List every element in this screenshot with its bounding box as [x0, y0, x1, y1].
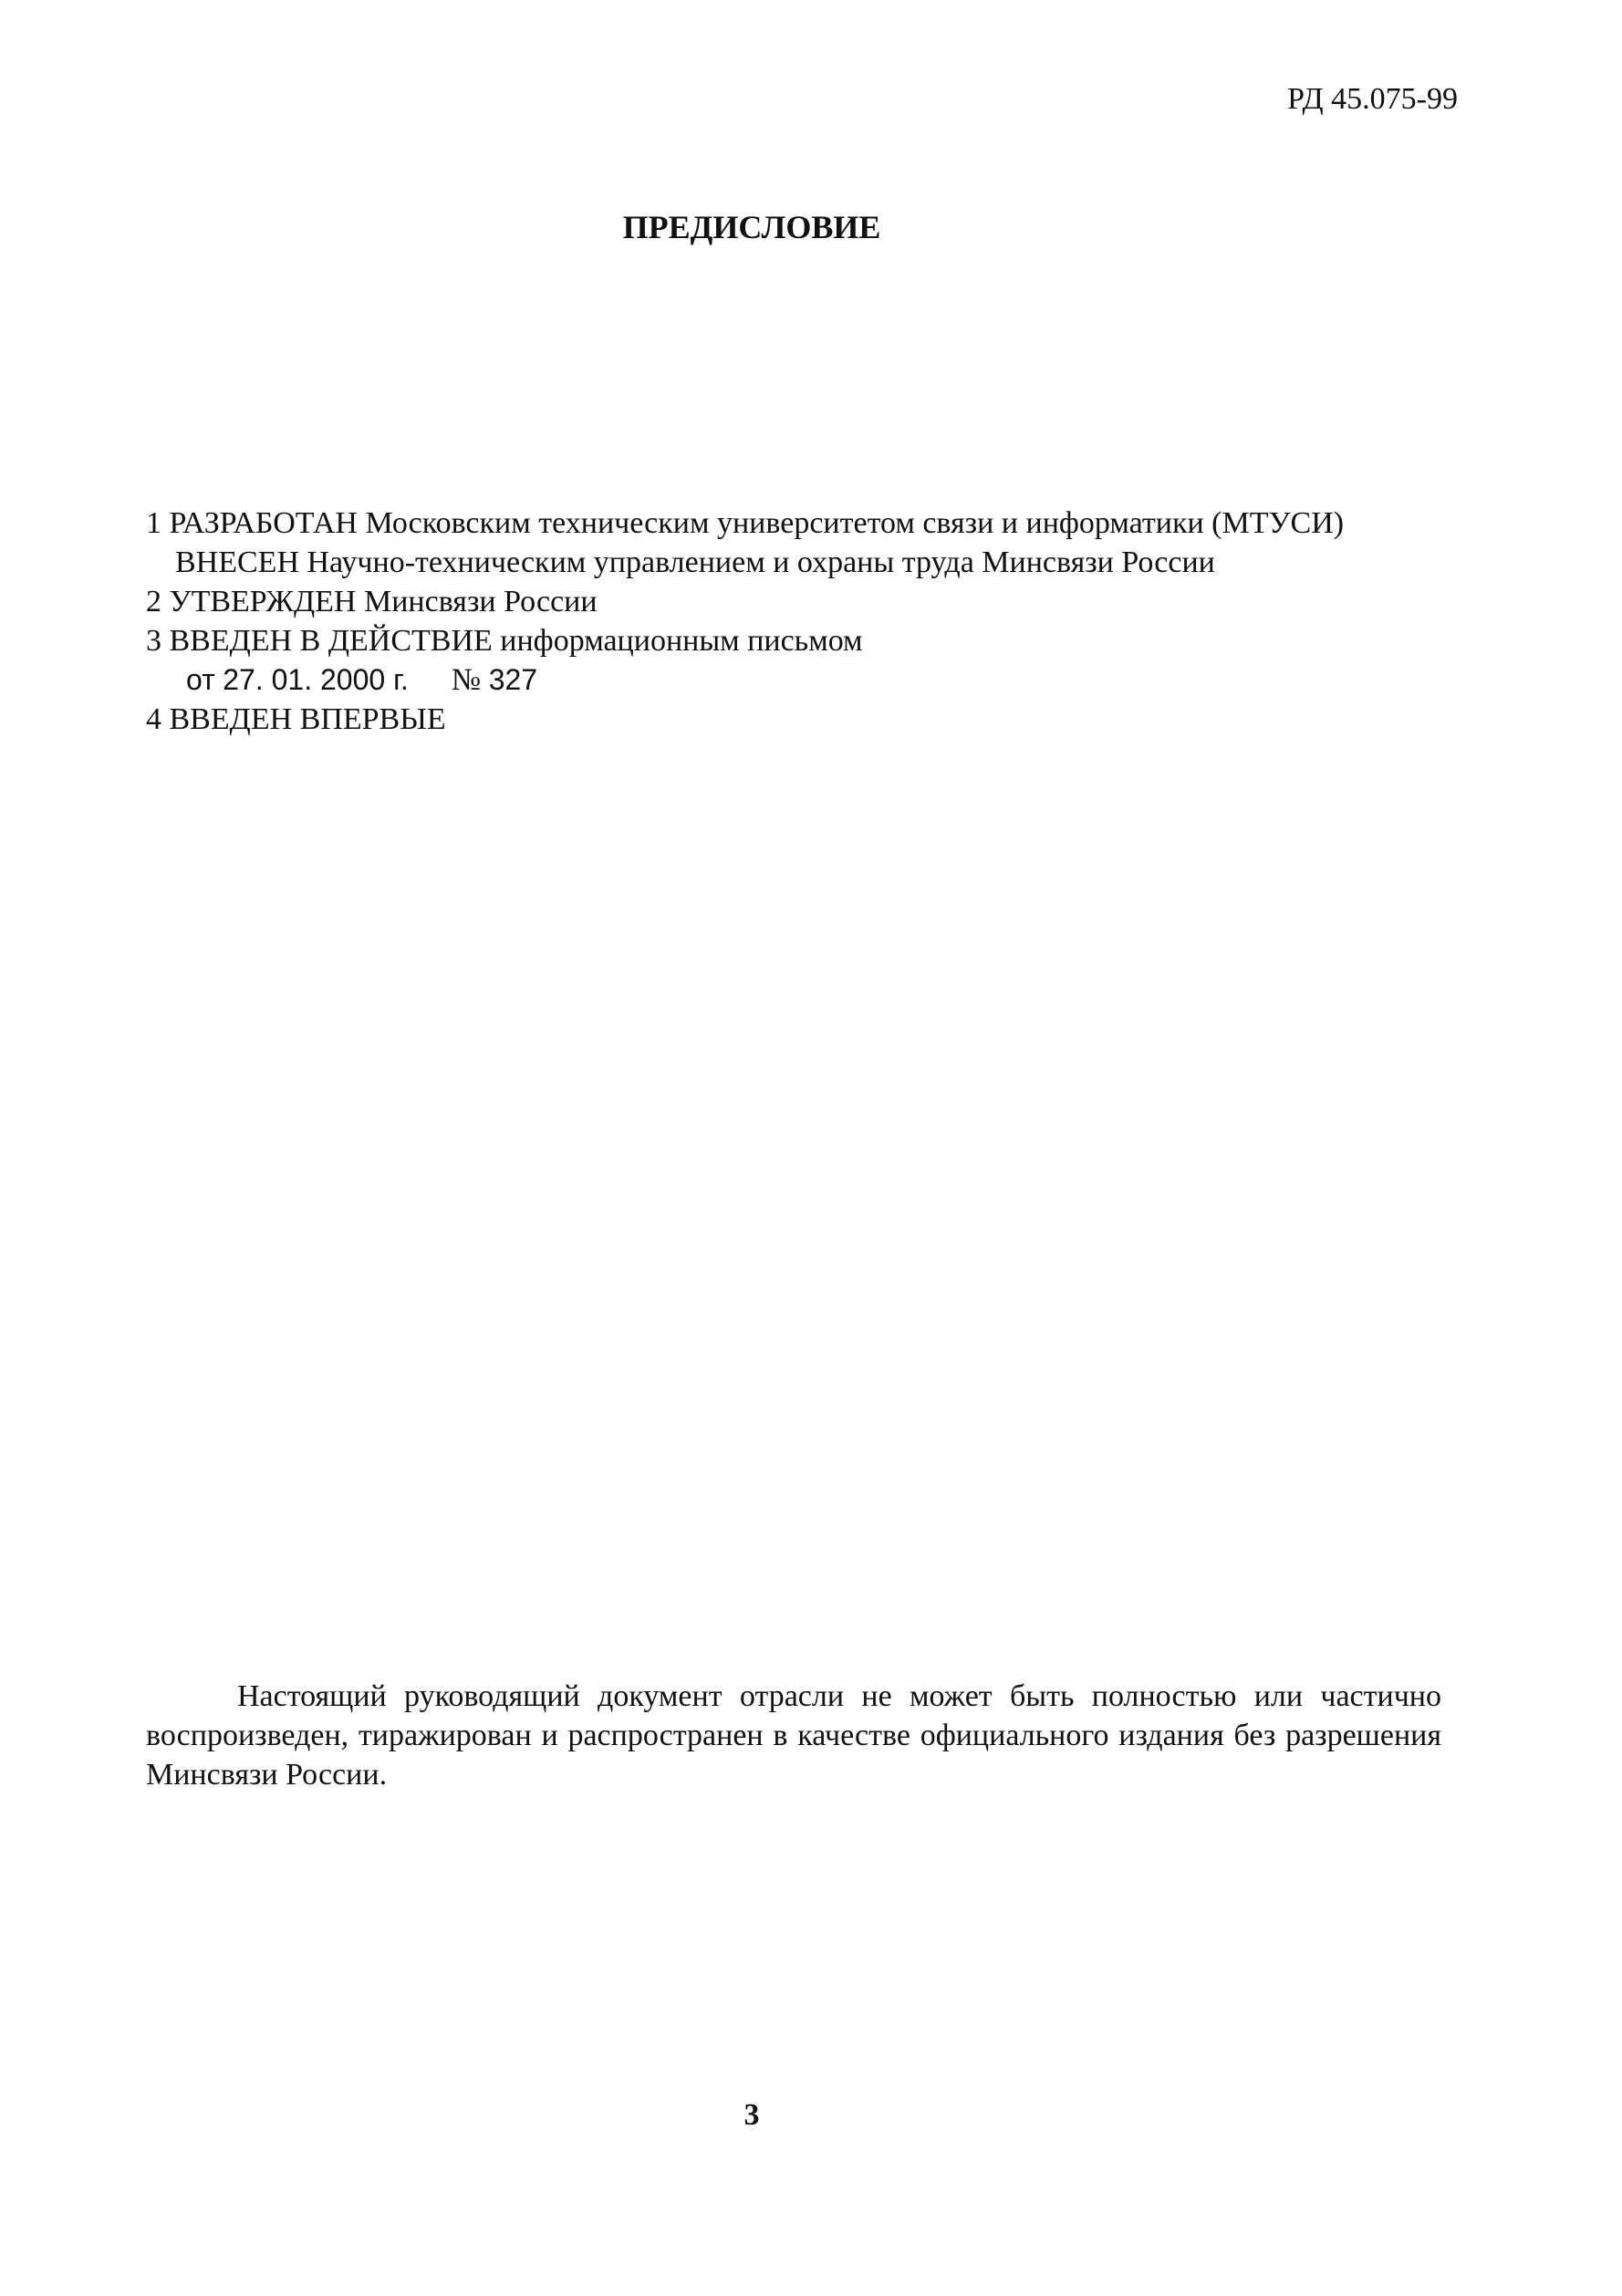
item-number: 2: [146, 585, 161, 618]
item-text: Научно-техническим управлением и охраны труда Минсвязи России: [307, 545, 1215, 579]
page-heading: ПРЕДИСЛОВИЕ: [622, 209, 881, 245]
preface-list: [146, 504, 1344, 739]
date-prefix: от: [186, 663, 215, 696]
item-keyword: ВВЕДЕН В ДЕЙСТВИЕ: [169, 624, 493, 658]
preface-item-3: [146, 621, 1344, 660]
item-number: 4: [146, 702, 161, 736]
item-keyword: УТВЕРЖДЕН: [169, 585, 357, 618]
item-number: 1: [146, 506, 161, 540]
preface-item-3-date: [146, 660, 1344, 700]
preface-item-4: [146, 700, 1344, 739]
document-code: РД 45.075-99: [1287, 82, 1458, 116]
item-number: 3: [146, 624, 161, 658]
item-text: Московским техническим университетом связи и информатики (МТУСИ): [365, 506, 1345, 540]
letter-number: 327: [488, 663, 538, 696]
page-number: 3: [743, 2098, 760, 2132]
number-sign: №: [451, 663, 482, 697]
preface-item-2: [146, 582, 1344, 621]
item-text: Минсвязи России: [363, 585, 598, 618]
item-text: информационным письмом: [500, 624, 863, 658]
date-value: 27. 01. 2000 г.: [223, 663, 409, 696]
legal-notice: Настоящий руководящий документ отрасли не может быть полностью или частично воспроизведен, тиражирован и распространен в качестве официального издания без разрешения Минсвязи России.: [146, 1679, 1441, 1792]
item-keyword: ВВЕДЕН ВПЕРВЫЕ: [169, 702, 446, 736]
item-keyword: ВНЕСЕН: [175, 545, 299, 579]
preface-item-1b: [146, 543, 1344, 582]
preface-item-1: [146, 504, 1344, 543]
item-keyword: РАЗРАБОТАН: [169, 506, 358, 540]
